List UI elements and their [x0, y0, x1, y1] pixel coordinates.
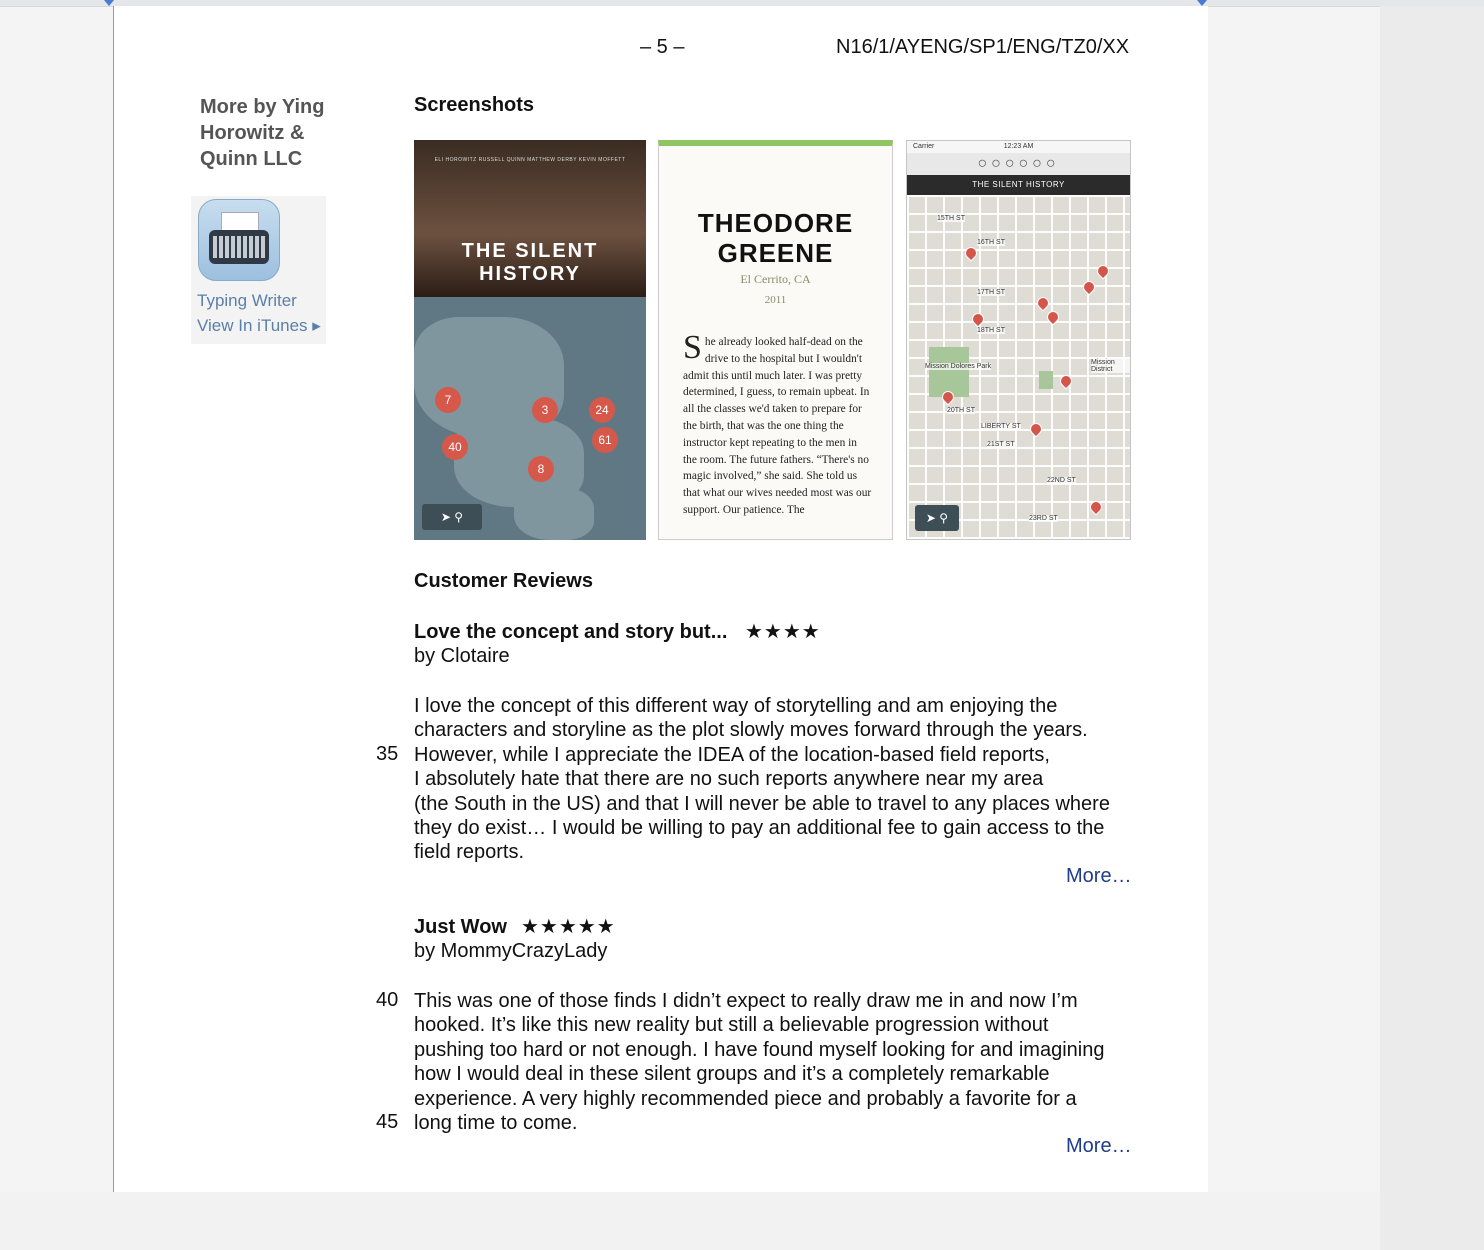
- customer-reviews-heading: Customer Reviews: [414, 570, 593, 592]
- rating-stars: ★★★★★: [521, 916, 616, 938]
- phone-status-bar: Carrier 12:23 AM: [907, 141, 1130, 153]
- app-name-link[interactable]: Typing Writer: [197, 291, 297, 310]
- line-number: 35: [376, 743, 399, 765]
- world-map: [414, 297, 646, 540]
- page-gap: [0, 1192, 1380, 1250]
- review-title: Love the concept and story but...: [414, 621, 728, 643]
- review-body: I love the concept of this different way of storytelling and am enjoying the characters and storyline as the plot slowly moves forward through the years. However, while I appreciate the IDEA of the location-based field reports, I absolutely hate that there are no such reports anywhere near my area (the South in the US) and that I will never be able to travel to any places where they do exist… I would be willing to pay an additional fee to gain access to the field reports.: [414, 695, 1110, 864]
- map-pin-icon[interactable]: [1058, 373, 1075, 390]
- map-pin-icon[interactable]: [1081, 279, 1098, 296]
- map-cluster-marker: 8: [528, 456, 554, 482]
- map-cluster-marker: 24: [589, 397, 615, 423]
- credits-text: ELI HOROWITZ RUSSELL QUINN MATTHEW DERBY KEVIN MOFFETT: [434, 157, 626, 163]
- document-code: N16/1/AYENG/SP1/ENG/TZ0/XX: [836, 36, 1130, 58]
- more-link[interactable]: More…: [1066, 865, 1132, 887]
- street-map: 15TH ST 16TH ST 17TH ST 18TH ST Mission Dolores Park 20TH ST LIBERTY ST 21ST ST 22ND ST 23RD ST Mission District ➤ ⚲: [907, 195, 1130, 540]
- view-in-itunes-link[interactable]: View In iTunes ▸: [197, 316, 321, 335]
- map-pin-icon[interactable]: [1035, 295, 1052, 312]
- map-pin-icon[interactable]: [1045, 309, 1062, 326]
- map-pin-icon[interactable]: [1028, 421, 1045, 438]
- story-year: 2011: [764, 294, 787, 306]
- map-cluster-marker: 7: [435, 387, 461, 413]
- screenshot-1[interactable]: [414, 140, 646, 540]
- page-number: – 5 –: [640, 36, 685, 58]
- page-left-border: [113, 6, 114, 1192]
- more-by-heading: More by Ying Horowitz & Quinn LLC: [200, 96, 325, 170]
- typewriter-icon[interactable]: [198, 199, 280, 281]
- map-cluster-marker: 3: [532, 397, 558, 423]
- screenshots-heading: Screenshots: [414, 94, 535, 116]
- story-text: She already looked half-dead on the drive to the hospital but I wouldn't admit this until much later. I was pretty determined, I guess, to remain upbeat. In all the classes we'd taken to prepare for the birth, that was the one thing the instructor kept repeating to the men in the room. The future fathers. “There's no magic involved,” she said. She told us that what our wives needed most was our support. Our patience. The: [683, 329, 872, 516]
- map-pin-icon[interactable]: [963, 245, 980, 262]
- park-area: [929, 347, 969, 397]
- app-title-text: THE SILENT HISTORY: [461, 240, 599, 285]
- scroll-gutter: [1380, 6, 1484, 1250]
- review-title: Just Wow: [414, 916, 507, 938]
- rating-stars: ★★★★: [745, 621, 821, 643]
- map-cluster-marker: 40: [442, 434, 468, 460]
- map-pin-icon[interactable]: [1088, 499, 1105, 516]
- progress-rings: ○○○○○○: [907, 153, 1130, 175]
- review-body: This was one of those finds I didn’t expect to really draw me in and now I’m hooked. It’s like this new reality but still a believable progression without pushing too hard or not enough. I have found myself looking for and imagining how I would deal in these silent groups and it’s a completely remarkable experience. A very highly recommended piece and probably a favorite for a long time to come.: [414, 990, 1105, 1135]
- screenshot-2[interactable]: [658, 140, 893, 540]
- review-author: by MommyCrazyLady: [414, 940, 608, 962]
- map-controls[interactable]: ➤ ⚲: [915, 505, 959, 531]
- story-character-name: THEODORE GREENE: [697, 208, 854, 268]
- story-place: El Cerrito, CA: [740, 272, 811, 286]
- map-pin-icon[interactable]: [1095, 263, 1112, 280]
- app-title-bar: THE SILENT HISTORY: [907, 175, 1130, 195]
- line-number: 45: [376, 1111, 399, 1133]
- map-pin-icon[interactable]: [970, 311, 987, 328]
- more-link[interactable]: More…: [1066, 1135, 1132, 1157]
- map-controls[interactable]: ➤ ⚲: [422, 504, 482, 530]
- screenshot-3[interactable]: [906, 140, 1131, 540]
- map-cluster-marker: 61: [592, 427, 618, 453]
- line-number: 40: [376, 989, 399, 1011]
- review-author: by Clotaire: [414, 645, 510, 667]
